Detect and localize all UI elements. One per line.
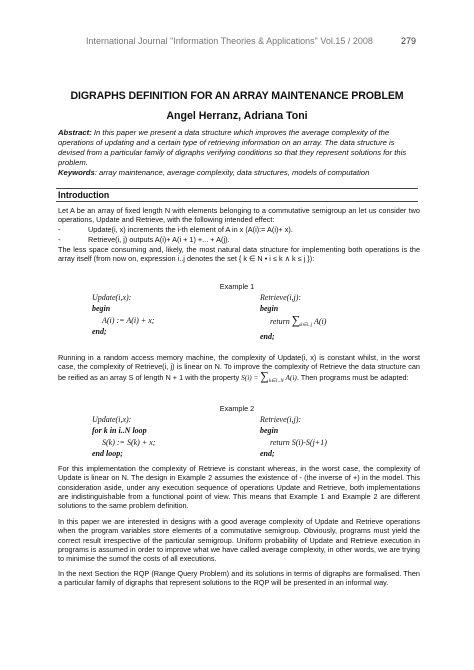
code-line: Retrieve(i,j):	[260, 415, 302, 424]
abstract-text: In this paper we present a data structure which improves the average complexity of the operations of updating and a certain type of retrieving information on an array. The data structure is devised from a particular family of digraphs verifying conditions so that they represent solutions for this problem.	[58, 128, 407, 167]
example-1-caption: Example 1	[219, 282, 255, 291]
page-number: 279	[400, 36, 416, 46]
paragraph-3-text: Running in a random access memory machine, the complexity of Update(i, x) is constant whilst, in the worst case, the complexity of Retrieve(i, j) is linear on N. To improve the complexity of Retrieve the data structure can be reified as an array S of length N + 1 with the property	[58, 353, 420, 382]
paper-authors: Angel Herranz, Adriana Toni	[166, 110, 308, 122]
example-2-retrieve-code	[260, 414, 327, 460]
running-header	[86, 36, 416, 46]
code-line: Update(i,x):	[92, 415, 132, 424]
section-title: Introduction	[58, 190, 110, 200]
code-line: Update(i,x):	[92, 293, 132, 302]
sum-symbol-icon: ∑	[291, 312, 301, 327]
code-line: return S(i)-S(j+1)	[270, 437, 327, 447]
code-line: end;	[260, 332, 275, 342]
list-item: - Retrieve(i, j) outputs A(i)+ A(i + 1) +... + A(j).	[58, 235, 230, 244]
keywords-label: Keywords	[58, 168, 95, 177]
sum-subscript: k∈i..j	[300, 322, 313, 328]
return-keyword: return	[270, 316, 290, 326]
code-line: for k in i..N loop	[92, 426, 147, 436]
section-rule-bottom	[56, 201, 418, 202]
section-rule-top	[56, 188, 418, 189]
journal-name: International Journal "Information Theories & Applications" Vol.15 / 2008	[86, 36, 373, 46]
keywords-text: : array maintenance, average complexity, data structures, models of computation	[94, 168, 370, 177]
example-2-update-code	[92, 414, 155, 460]
code-line: begin	[260, 426, 279, 436]
paragraph-4: For this implementation the complexity of Retrieve is constant whereas, in the worst case, the complexity of Update is linear on N. The design in Example 2 assumes the existence of - (the inverse of +) in the model. This consideration aside, under any execution sequence of operations Update and Retrieve, both implementations are indistinguishable from a functional point of view. This means that Example 1 and Example 2 are different solutions to the same problem definition.	[58, 464, 420, 511]
code-line: A(i) := A(i) + x;	[102, 315, 155, 325]
paper-title: DIGRAPHS DEFINITION FOR AN ARRAY MAINTENANCE PROBLEM	[70, 90, 404, 102]
keywords	[58, 168, 420, 178]
paragraph-1: Let A be an array of fixed length N with elements belonging to a commutative semigroup an let us consider two operations, Update and Retrieve, with the following intended effect:	[58, 206, 420, 225]
code-line	[260, 312, 327, 331]
paragraph-6: In the next Section the RQP (Range Query Problem) and its solutions in terms of digraphs are formalised. Then a particular family of digraphs that represent solutions to the RQP will be presented in an informal way.	[58, 569, 420, 588]
code-line: end;	[260, 449, 275, 459]
code-line: S(k) := S(k) + x;	[102, 437, 156, 447]
list-item-text: Update(i, x) increments the i-th element of A in x (A(i):= A(i)+ x).	[88, 225, 293, 234]
example-2-caption: Example 2	[219, 404, 255, 413]
code-line: begin	[92, 304, 111, 314]
list-item: - Update(i, x) increments the i-th element of A in x (A(i):= A(i)+ x).	[58, 225, 293, 234]
paragraph-5: In this paper we are interested in designs with a good average complexity of Update and Retrieve operations when the program variables store elements of a commutative semigroup. Obviously, programs must yield the correct result irrespective of the particular semigroup. Uniform probability of Update and Retrieve execution in programs is assumed in order to improve what we have called average complexity, in other words, we are trying to minimise the sumof the costs of all executions.	[58, 517, 420, 564]
formula-lhs: S(i) =	[241, 372, 259, 382]
sum-symbol-icon: ∑	[260, 368, 269, 383]
formula-subscript: k∈1..N	[268, 378, 284, 384]
sum-expression: A(i)	[313, 316, 327, 326]
abstract-label: Abstract:	[58, 128, 92, 137]
code-line: Retrieve(i,j):	[260, 293, 302, 302]
example-1-retrieve-code	[260, 292, 326, 343]
code-line: end loop;	[92, 449, 123, 459]
formula-expression: A(i)	[285, 372, 297, 382]
paragraph-2: The less space consuming and, likely, the most natural data structure for implementing both operations is the array itself (from now on, expression i..j denotes the set { k ∈ N • i ≤ k ∧ k ≤ j }):	[58, 245, 420, 264]
abstract	[58, 128, 420, 168]
paragraph-3-end: . Then programs must be adapted:	[296, 372, 409, 382]
list-item-text: Retrieve(i, j) outputs A(i)+ A(i + 1) +... + A(j).	[88, 235, 230, 244]
paragraph-3	[58, 353, 420, 386]
code-line: begin	[260, 304, 279, 314]
example-1-update-code	[92, 292, 154, 338]
code-line: end;	[92, 327, 107, 337]
property-formula	[241, 368, 297, 384]
